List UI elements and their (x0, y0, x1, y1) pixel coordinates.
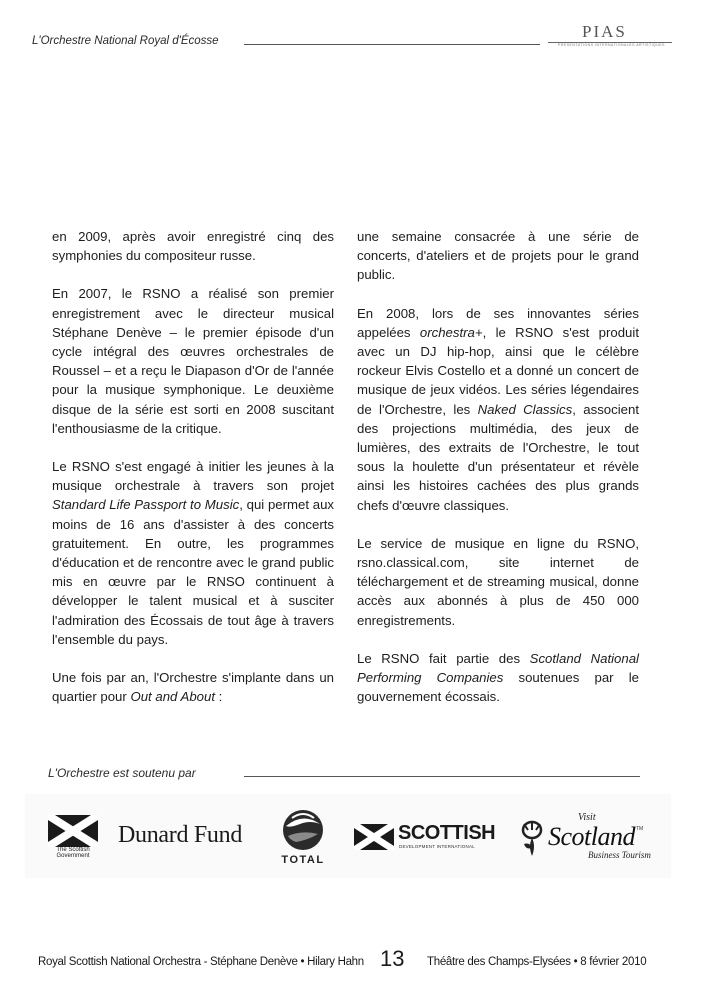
text-run: Une fois par an, l'Orchestre s'implante dans un quartier pour (52, 670, 334, 705)
scottish-government-line1: The Scottish (56, 847, 90, 853)
text-run: Le RSNO fait partie des (357, 650, 530, 666)
sdi-subtitle: DEVELOPMENT INTERNATIONAL (399, 844, 475, 849)
left-paragraph-4 (52, 668, 334, 706)
sponsors-rule (244, 776, 640, 777)
text-run: Le RSNO s'est engagé à initier les jeunes à la musique orchestrale à travers son projet (52, 459, 334, 494)
left-column (52, 227, 334, 706)
sponsors-heading: L'Orchestre est soutenu par (48, 766, 196, 780)
right-column (357, 227, 639, 706)
text-run: En 2008, lors de ses innovantes séries appelées (357, 305, 639, 340)
emphasis-out-and-about: Out and About (130, 689, 215, 705)
left-paragraph-1: en 2009, après avoir enregistré cinq des symphonies du compositeur russe. (52, 229, 334, 264)
header-rule (244, 44, 540, 45)
emphasis-performing-companies: Scotland National Performing Companies (357, 650, 639, 686)
text-run: , le RSNO s'est produit avec un DJ hip-hop, ainsi que le célèbre rockeur Elvis Costello et a donné un concert de musique de jeux vidéos. Les séries légendaires de l'Orchestre, les (357, 324, 639, 417)
text-run: : (215, 689, 223, 705)
page-number: 13 (380, 946, 405, 971)
thistle-icon (518, 818, 546, 858)
total-emblem-icon (272, 806, 334, 854)
pias-logo (548, 22, 672, 48)
sdi-name: SCOTTISH (398, 822, 496, 844)
text-run: soutenues par le gouvernement écossais. (357, 670, 639, 705)
header-title: L'Orchestre National Royal d'Écosse (32, 35, 219, 47)
scottish-government-logo (48, 815, 98, 863)
footer-left-text: Royal Scottish National Orchestra - Stéphane Denève • Hilary Hahn (38, 956, 364, 968)
pias-logo-text: PIAS (582, 22, 627, 41)
pias-logo-tagline: PRESENTATIONS INTERNATIONALES ARTISTIQUES (558, 43, 665, 47)
visit-small-text: Visit (578, 812, 596, 823)
footer-right-text: Théâtre des Champs-Elysées • 8 février 2010 (427, 956, 647, 968)
text-run: , associent des projections multimédia, des jeux de lumières, des extraits de l'Orchestre, le tout sous la houlette d'un présentateur et révèle ainsi les histoires cachées des plus grands chefs d'œuvre classiques. (357, 401, 639, 513)
saltire-icon (48, 815, 98, 847)
emphasis-orchestra-plus: orchestra+ (419, 324, 483, 340)
total-wordmark: TOTAL (281, 854, 325, 866)
right-paragraph-4 (357, 649, 639, 707)
dunard-fund-logo: Dunard Fund (118, 822, 243, 848)
visit-trademark: TM (636, 826, 644, 832)
emphasis-naked-classics: Naked Classics (477, 401, 573, 417)
right-paragraph-1: une semaine consacrée à une série de concerts, d'ateliers et de projets pour le grand public. (357, 229, 639, 283)
visit-subtitle: Business Tourism (588, 850, 651, 860)
emphasis-passport: Standard Life Passport to Music (52, 497, 240, 513)
left-paragraph-2: En 2007, le RSNO a réalisé son premier enregistrement avec le directeur musical Stéphane Denève – le premier épisode d'un cycle intégral des œuvres orchestrales de Roussel – et a reçu le Diapason d'Or de l'année pour la musique symphonique. Le deuxième disque de la série est sorti en 2008 suscitant l'enthousiasme de la critique. (52, 286, 334, 436)
visit-scotland-logo (518, 812, 651, 868)
right-paragraph-2 (357, 304, 639, 515)
scottish-development-international-logo (354, 822, 496, 852)
visit-big-text: Scotland (548, 822, 635, 851)
sdi-saltire-icon (354, 824, 394, 850)
total-logo (272, 806, 334, 870)
left-paragraph-3 (52, 457, 334, 649)
right-paragraph-3: Le service de musique en ligne du RSNO, rsno.classical.com, site internet de téléchargement et de streaming musical, donne accès aux abonnés à plus de 450 000 enregistrements. (357, 535, 639, 628)
text-run: , qui permet aux moins de 16 ans d'assister à des concerts gratuitement. En outre, les programmes d'éducation et de rencontre avec le grand public mis en œuvre par le RNSO continuent à développer le talent musical et à susciter l'admiration des Écossais de tout âge à travers l'ensemble du pays. (52, 497, 334, 647)
scottish-government-line2: Government (56, 853, 90, 859)
